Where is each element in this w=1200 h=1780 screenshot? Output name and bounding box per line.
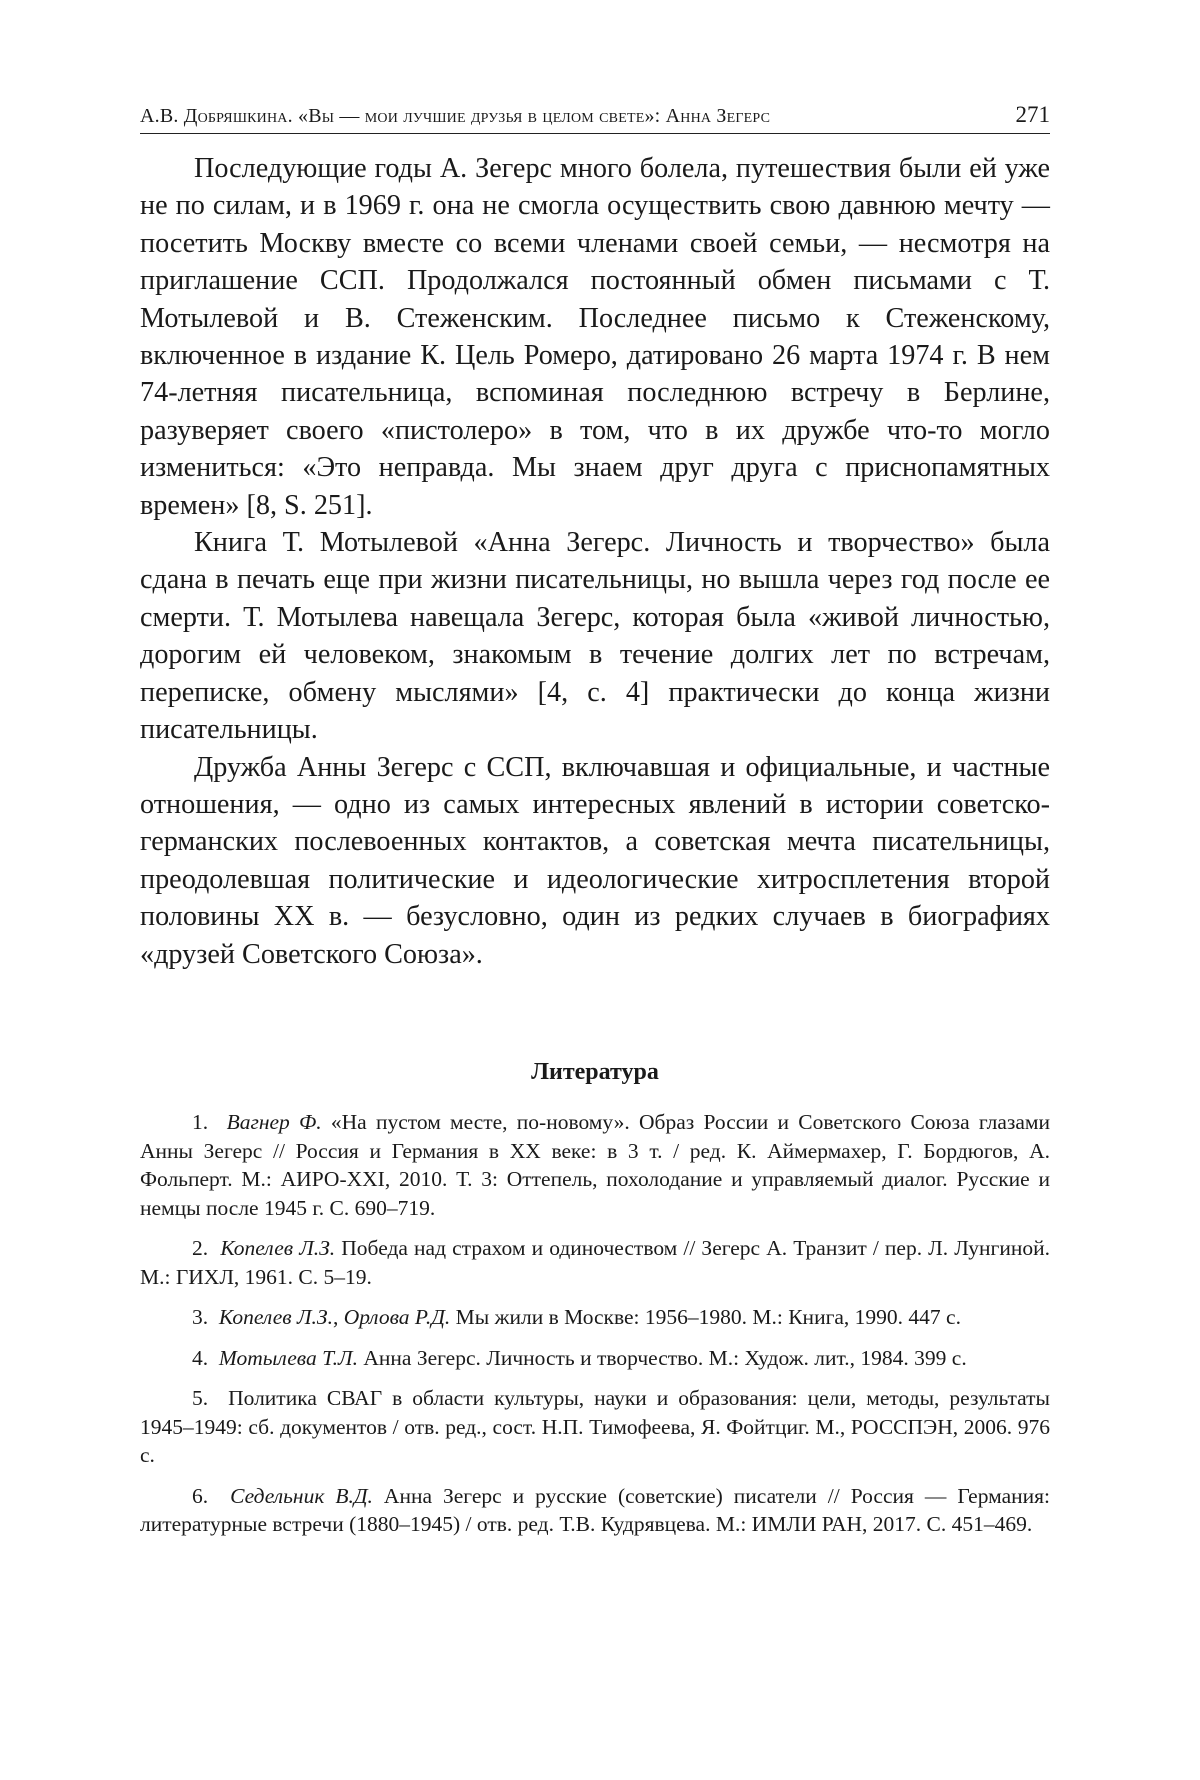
reference-item [140,1303,1050,1332]
main-text [140,150,1050,973]
reference-text: «На пустом месте, по-новому». Образ России и Советского Союза глазами Анны Зегерс // Россия и Германия в XX веке: в 3 т. / ред. К. Аймермахер, Г. Бордюгов, А. Фольперт. М.: АИРО-XXI, 2010. Т. 3: Оттепель, похолодание и управляемый диалог. Русские и немцы после 1945 г. С. 690–719. [140,1110,1051,1220]
reference-number: 2. [192,1236,209,1260]
reference-author: Копелев Л.З. [218,1305,333,1329]
reference-text: Победа над страхом и одиночеством // Зегерс А. Транзит / пер. Л. Лунгиной. М.: ГИХЛ, 1961. С. 5–19. [140,1236,1051,1289]
reference-item [140,1108,1050,1222]
paragraph: Последующие годы А. Зегерс много болела, путешествия были ей уже не по силам, и в 1969 г. она не смогла осуществить свою давнюю мечту — посетить Москву вместе со всеми членами своей семьи, — несмотря на приглашение ССП. Продолжался постоянный обмен письмами с Т. Мотылевой и В. Стеженским. Последнее письмо к Стеженскому, включенное в издание К. Цель Ромеро, датировано 26 марта 1974 г. В нем 74-летняя писательница, вспоминая последнюю встречу в Берлине, разуверяет своего «пистолеро» в том, что в их дружбе что-то могло измениться: «Это неправда. Мы знаем друг друга с приснопамятных времен» [8, S. 251]. [140,153,1050,521]
reference-author: Вагнер Ф. [226,1110,322,1134]
reference-number: 1. [192,1110,209,1134]
reference-number: 5. [192,1386,209,1410]
reference-text: Мы жили в Москве: 1956–1980. М.: Книга, 1990. 447 с. [450,1305,961,1329]
paragraph: Дружба Анны Зегерс с ССП, включавшая и официальные, и частные отношения, — одно из самых интересных явлений в истории советско-германских послевоенных контактов, а советская мечта писательницы, преодолевшая политические и идеологические хитросплетения второй половины XX в. — безусловно, один из редких случаев в биографиях «друзей Советского Союза». [140,751,1050,970]
reference-author: Орлова Р.Д. [343,1305,451,1329]
reference-item [140,1384,1050,1470]
reference-item [140,1482,1050,1539]
reference-text: Политика СВАГ в области культуры, науки и образования: цели, методы, результаты 1945–1949: сб. документов / отв. ред., сост. Н.П. Тимофеева, Я. Фойтциг. М., РОССПЭН, 2006. 976 с. [140,1386,1050,1467]
reference-item [140,1234,1050,1291]
running-head-title: А.В. Добряшкина. «Вы — мои лучшие друзья в целом свете»: Анна Зегерс [140,105,771,127]
page-number: 271 [1015,102,1050,127]
reference-item [140,1344,1050,1373]
reference-author-separator: , [332,1305,344,1329]
reference-author: Мотылева Т.Л. [218,1345,358,1370]
paragraph: Книга Т. Мотылевой «Анна Зегерс. Личность и творчество» была сдана в печать еще при жизни писательницы, но вышла через год после ее смерти. Т. Мотылева навещала Зегерс, которая была «живой личностью, дорогим ей человеком, знакомым в течение долгих лет по встречам, переписке, обмену мыслями» [4, с. 4] практически до конца жизни писательницы. [140,527,1050,746]
reference-number: 6. [192,1483,209,1508]
reference-text: Анна Зегерс и русские (советские) писатели // Россия — Германия: литературные встречи (1880–1945) / отв. ред. Т.В. Кудрявцева. М.: ИМЛИ РАН, 2017. С. 451–469. [140,1483,1050,1536]
reference-number: 3. [192,1305,209,1329]
reference-author: Копелев Л.З. [220,1236,336,1260]
reference-list [140,1108,1050,1551]
reference-text: Анна Зегерс. Личность и творчество. М.: Худож. лит., 1984. 399 с. [358,1345,967,1370]
running-header [140,88,1050,134]
literature-heading: Литература [531,1059,659,1085]
reference-author: Седельник В.Д. [230,1483,373,1508]
reference-number: 4. [192,1345,209,1370]
